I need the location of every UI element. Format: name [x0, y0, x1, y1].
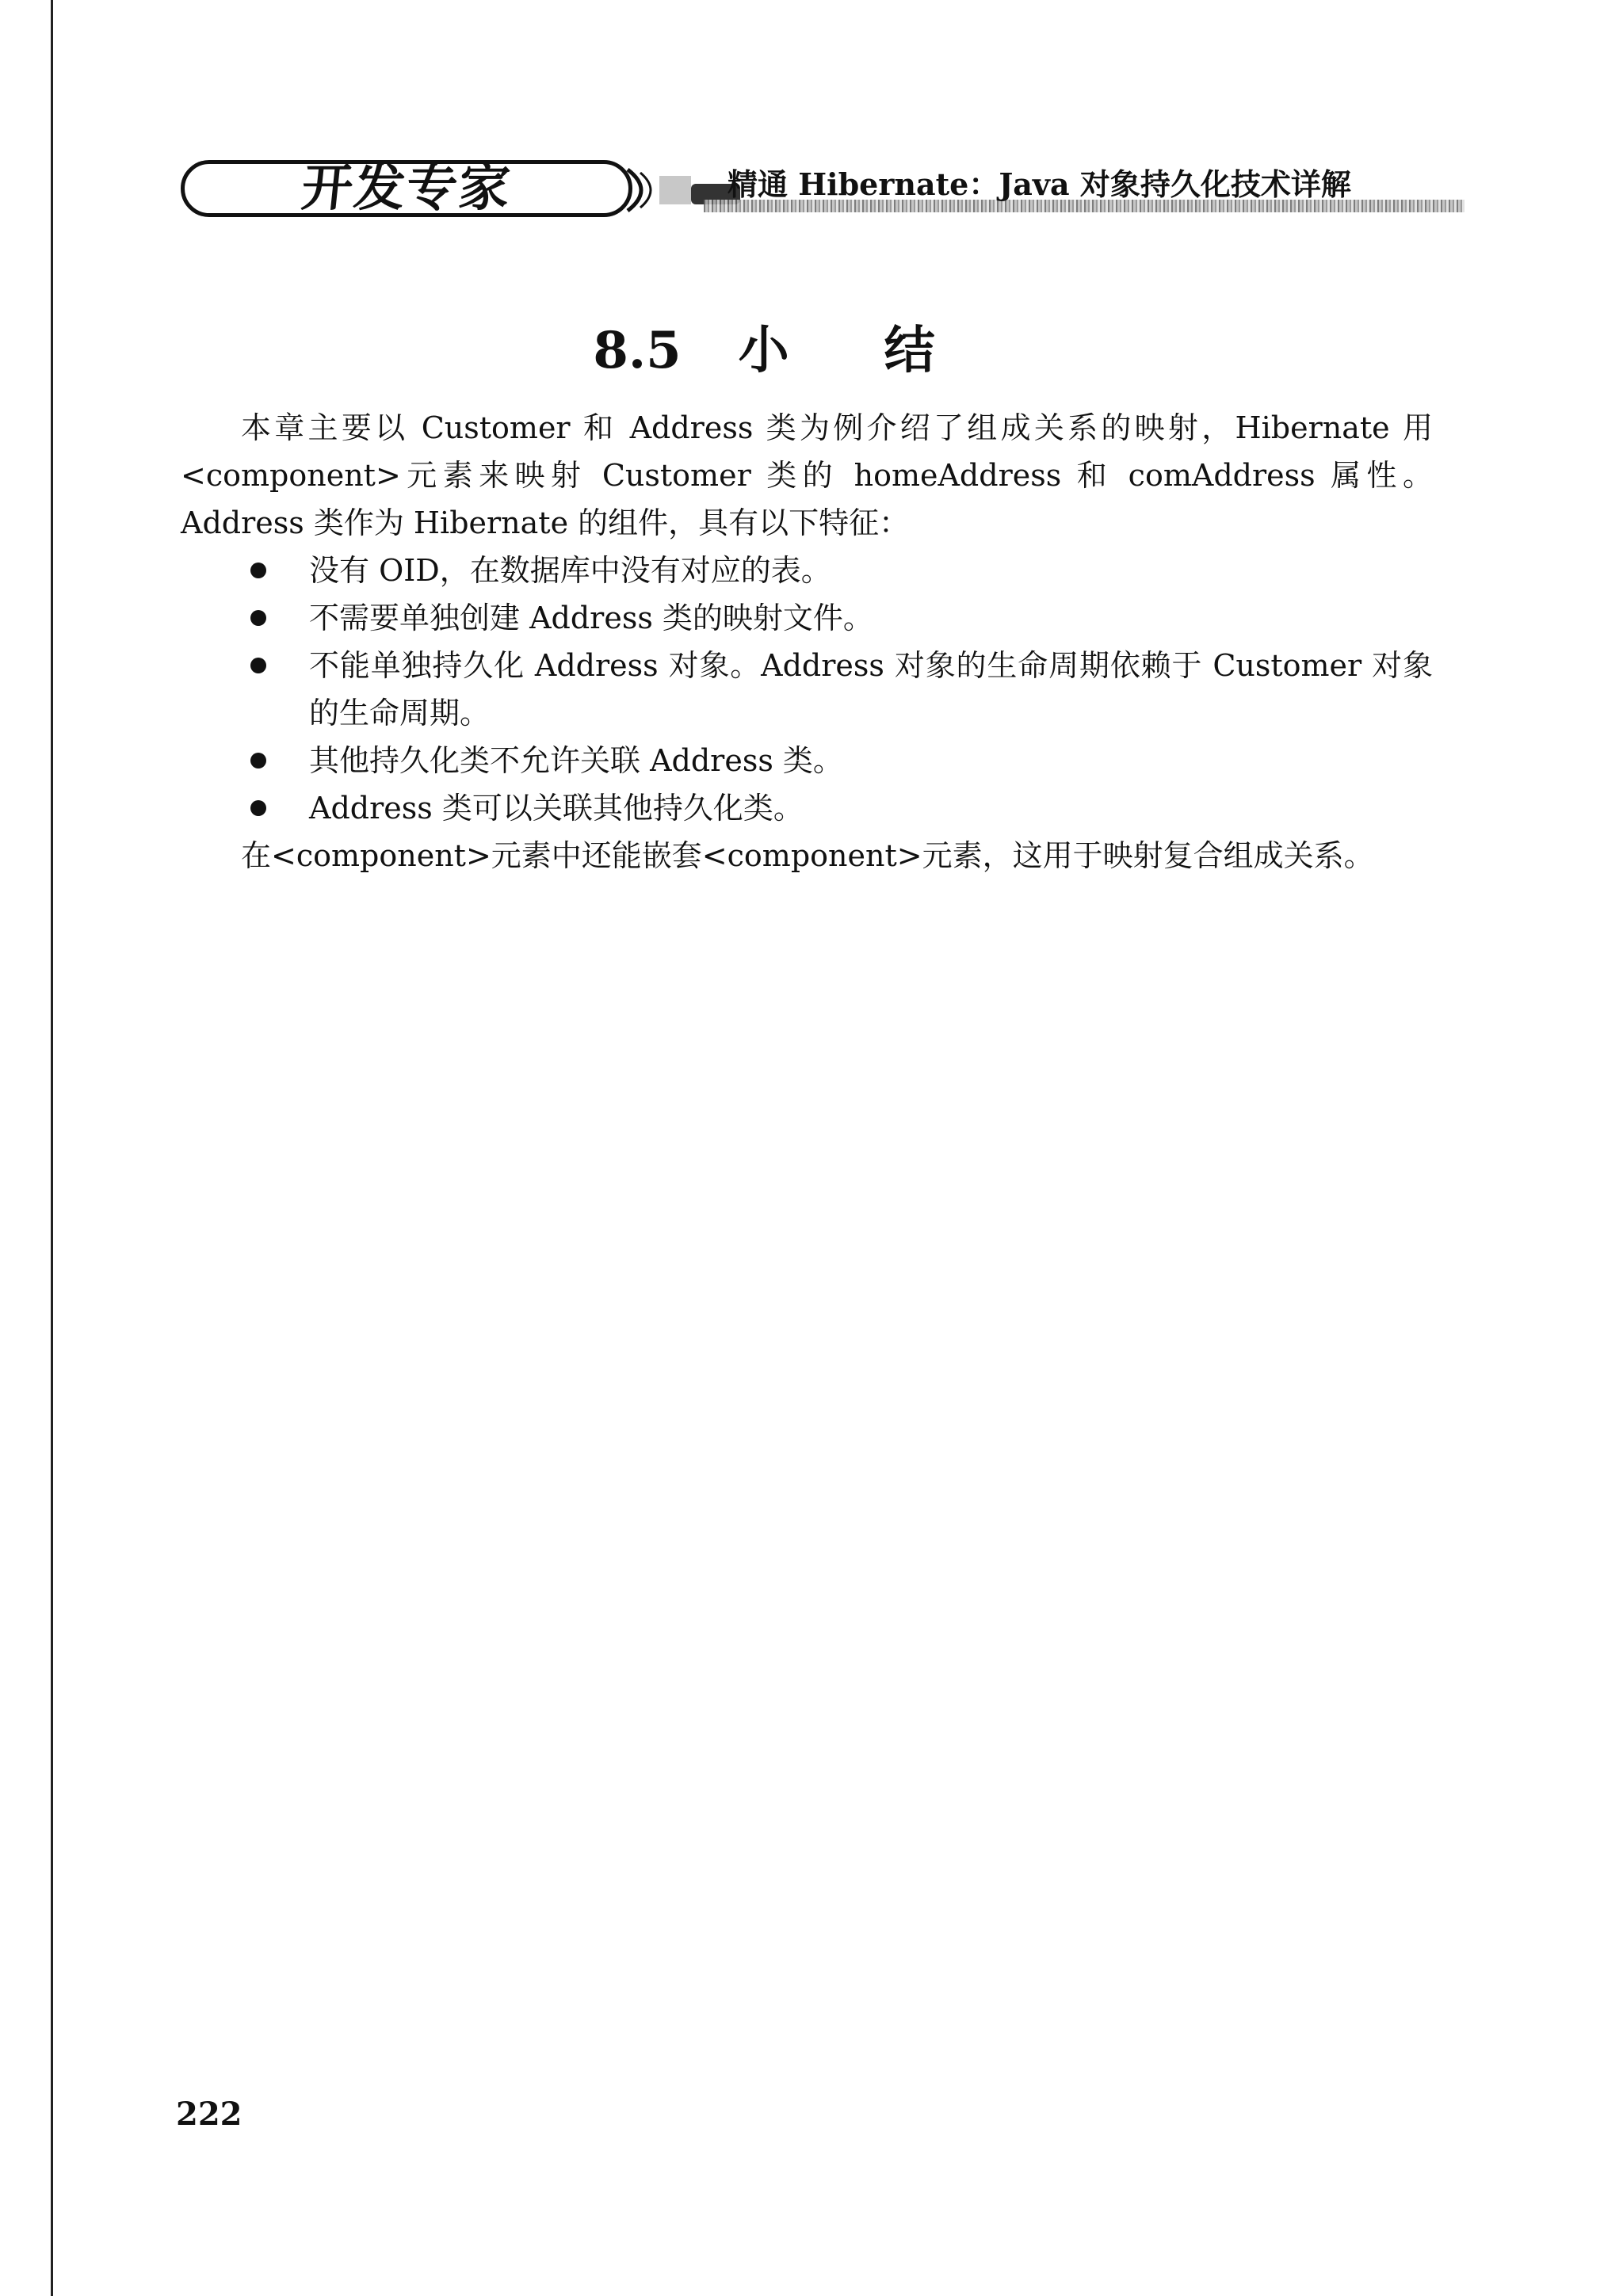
bullet-icon [250, 753, 266, 769]
section-heading [0, 321, 1623, 382]
intro-paragraph: 本章主要以 Customer 和 Address 类为例介绍了组成关系的映射，Hibernate 用<component>元素来映射 Customer 类的 homeAddress 和 comAddress 属性。Address 类作为 Hibernate 的组件，具有以下特征： [181, 410, 1433, 540]
section-number: 8.5 [593, 320, 682, 380]
series-badge [181, 160, 632, 217]
book-title: 精通 Hibernate：Java 对象持久化技术详解 [727, 166, 1351, 202]
list-item-text: 不能单独持久化 Address 对象。Address 对象的生命周期依赖于 Customer 对象的生命周期。 [309, 648, 1433, 730]
page-number: 222 [176, 2096, 242, 2133]
bullet-icon [250, 563, 266, 578]
bullet-icon [250, 658, 266, 673]
closing-paragraph: 在<component>元素中还能嵌套<component>元素，这用于映射复合组成关系。 [241, 838, 1374, 873]
list-item-text: 不需要单独创建 Address 类的映射文件。 [309, 601, 873, 635]
bullet-icon [250, 800, 266, 816]
section-title-text: 小结 [738, 320, 1030, 380]
list-item [181, 642, 1433, 737]
bullet-icon [250, 610, 266, 626]
list-item [181, 784, 1433, 832]
list-item-text: Address 类可以关联其他持久化类。 [309, 791, 804, 826]
list-item [181, 547, 1433, 594]
section-body [181, 404, 1433, 879]
feature-list [181, 547, 1433, 832]
list-item [181, 737, 1433, 784]
list-item-text: 其他持久化类不允许关联 Address 类。 [309, 743, 843, 778]
series-badge-text: 开发专家 [299, 159, 514, 218]
list-item [181, 594, 1433, 642]
page-header [181, 151, 1351, 246]
list-item-text: 没有 OID，在数据库中没有对应的表。 [309, 553, 831, 588]
